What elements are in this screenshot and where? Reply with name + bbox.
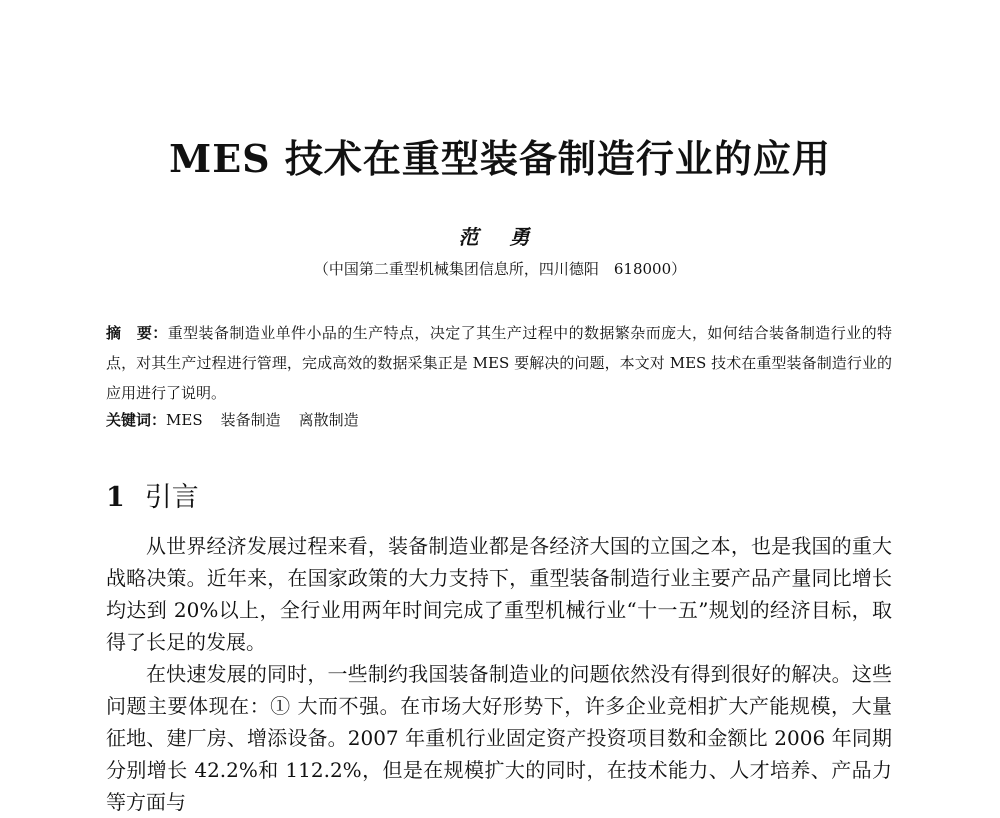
- keyword-item: 离散制造: [298, 411, 359, 429]
- body-paragraph: 从世界经济发展过程来看，装备制造业都是各经济大国的立国之本，也是我国的重大战略决策。近年来，在国家政策的大力支持下，重型装备制造行业主要产品产量同比增长均达到 20%以上，全行业用两年时间完成了重型机械行业“十一五”规划的经济目标，取得了长足的发展。: [106, 534, 892, 654]
- keywords: [106, 407, 892, 433]
- section-title: 引言: [144, 482, 199, 513]
- abstract-label: 摘 要：: [106, 324, 168, 342]
- abstract-text: 重型装备制造业单件小品的生产特点，决定了其生产过程中的数据繁杂而庞大，如何结合装备制造行业的特点，对其生产过程进行管理，完成高效的数据采集正是 MES 要解决的问题，本文对 MES 技术在重型装备制造行业的应用进行了说明。: [106, 324, 892, 402]
- body-paragraph: 在快速发展的同时，一些制约我国装备制造业的问题依然没有得到很好的解决。这些问题主要体现在：① 大而不强。在市场大好形势下，许多企业竞相扩大产能规模，大量征地、建厂房、增添设备。2007 年重机行业固定资产投资项目数和金额比 2006 年同期分别增长 42.2%和 112.2%，但是在规模扩大的同时，在技术能力、人才培养、产品力等方面与: [106, 662, 892, 814]
- body-text: [106, 530, 892, 818]
- author-affiliation: （中国第二重型机械集团信息所，四川德阳 618000）: [313, 260, 687, 278]
- keyword-item: 装备制造: [220, 411, 281, 429]
- abstract: [106, 318, 892, 408]
- paper-title: MES 技术在重型装备制造行业的应用: [169, 136, 831, 181]
- section-heading: [106, 480, 199, 516]
- keyword-item: MES: [166, 411, 203, 429]
- section-number: 1: [106, 482, 125, 513]
- author-name: 范 勇: [458, 225, 542, 249]
- keywords-label: 关键词：: [106, 411, 167, 429]
